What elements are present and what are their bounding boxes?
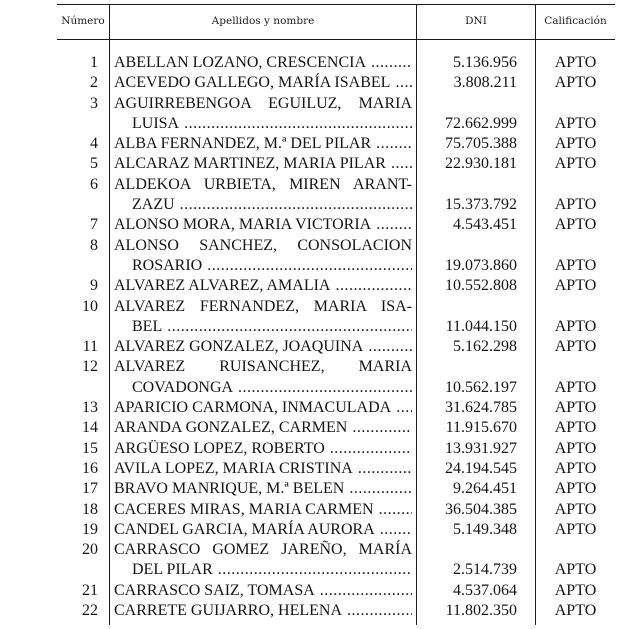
row-name-cell — [109, 398, 416, 418]
row-dni: 36.504.385 — [445, 500, 517, 518]
dot-leader — [352, 418, 412, 438]
table-row — [57, 73, 615, 93]
table-row — [57, 357, 615, 377]
row-number: 21 — [82, 581, 98, 599]
row-name: CARRASCO GOMEZ JAREÑO, MARÍA — [114, 541, 412, 559]
row-name-cell — [109, 418, 416, 438]
row-number — [57, 560, 109, 580]
table-row — [57, 560, 615, 580]
row-name: BEL — [132, 317, 163, 335]
row-number: 2 — [90, 74, 98, 92]
dot-leader — [368, 337, 412, 357]
row-number — [57, 378, 109, 398]
table-row — [57, 439, 615, 459]
dot-leader — [180, 195, 412, 215]
row-name: AGUIRREBENGOA EGUILUZ, MARIA — [114, 94, 412, 112]
table-row — [57, 53, 615, 73]
row-name: ZAZU — [132, 196, 175, 214]
row-name-cell — [109, 114, 416, 134]
dot-leader — [379, 500, 412, 520]
row-calificacion — [536, 94, 615, 114]
row-calificacion: APTO — [554, 378, 597, 396]
row-name: COVADONGA — [132, 378, 234, 396]
header-cal: Calificación — [544, 15, 607, 27]
row-dni: 11.915.670 — [445, 419, 517, 437]
row-name: CARRETE GUIJARRO, HELENA — [114, 602, 342, 620]
row-name-cell — [109, 357, 416, 377]
row-name: ROSARIO — [132, 256, 203, 274]
table-row — [57, 459, 615, 479]
row-calificacion: APTO — [554, 114, 597, 132]
row-name-cell — [109, 378, 416, 398]
row-dni: 72.662.999 — [445, 114, 517, 132]
row-calificacion: APTO — [554, 135, 597, 153]
row-dni — [416, 297, 536, 317]
header-top-rule — [57, 4, 615, 5]
row-calificacion: APTO — [554, 480, 597, 498]
row-name: CARRASCO SAIZ, TOMASA — [114, 581, 315, 599]
row-calificacion — [536, 175, 615, 195]
table-row — [57, 297, 615, 317]
table-row — [57, 154, 615, 174]
row-name-cell — [109, 297, 416, 317]
row-name-cell — [109, 94, 416, 114]
row-name: ALVAREZ RUISANCHEZ, MARIA — [114, 358, 412, 376]
row-number: 6 — [90, 175, 98, 193]
table-row — [57, 134, 615, 154]
dot-leader — [347, 601, 412, 621]
row-name-cell — [109, 601, 416, 621]
row-dni — [416, 236, 536, 256]
table-row — [57, 540, 615, 560]
row-name-cell — [109, 439, 416, 459]
header-bottom-rule — [57, 39, 615, 40]
dot-leader — [207, 256, 412, 276]
row-name: ARGÜESO LOPEZ, ROBERTO — [114, 439, 325, 457]
row-name-cell — [109, 479, 416, 499]
row-name: ALVAREZ GONZALEZ, JOAQUINA — [114, 338, 364, 356]
table-row — [57, 236, 615, 256]
table-row — [57, 215, 615, 235]
table-row — [57, 317, 615, 337]
row-name: CANDEL GARCIA, MARÍA AURORA — [114, 520, 375, 538]
row-number: 20 — [82, 541, 98, 559]
row-dni — [416, 357, 536, 377]
row-name-cell — [109, 337, 416, 357]
row-name-cell — [109, 459, 416, 479]
dot-leader — [358, 459, 412, 479]
row-number: 13 — [82, 399, 98, 417]
table-row — [57, 94, 615, 114]
row-number: 1 — [90, 54, 98, 71]
dot-leader — [218, 560, 412, 580]
row-name: ALONSO SANCHEZ, CONSOLACION — [114, 236, 412, 254]
row-name: BRAVO MANRIQUE, M.ª BELEN — [114, 480, 345, 498]
row-dni: 11.044.150 — [445, 317, 517, 335]
header-num: Número — [61, 15, 105, 27]
row-dni: 31.624.785 — [445, 399, 517, 417]
row-dni — [416, 175, 536, 195]
row-name-cell — [109, 236, 416, 256]
row-number: 19 — [82, 520, 98, 538]
row-calificacion: APTO — [554, 581, 597, 599]
row-calificacion: APTO — [554, 439, 597, 457]
row-name-cell — [109, 276, 416, 296]
header-dni: DNI — [465, 15, 487, 27]
row-number: 8 — [90, 236, 98, 254]
row-dni: 13.931.927 — [445, 439, 517, 457]
row-number: 9 — [90, 277, 98, 295]
table-row — [57, 114, 615, 134]
dot-leader — [380, 520, 412, 540]
table-row — [57, 378, 615, 398]
row-calificacion: APTO — [554, 277, 597, 295]
row-dni: 11.802.350 — [445, 602, 517, 620]
row-name-cell — [109, 134, 416, 154]
table-row — [57, 398, 615, 418]
dot-leader — [238, 378, 412, 398]
table-row — [57, 337, 615, 357]
row-name: ALONSO MORA, MARIA VICTORIA — [114, 216, 372, 234]
row-number: 10 — [82, 297, 98, 315]
dot-leader — [376, 215, 412, 235]
dot-leader — [395, 73, 412, 93]
table-row — [57, 520, 615, 540]
row-name: ACEVEDO GALLEGO, MARÍA ISABEL — [114, 74, 391, 92]
row-dni: 22.930.181 — [445, 155, 517, 173]
row-dni — [416, 540, 536, 560]
row-dni: 75.705.388 — [445, 135, 517, 153]
row-dni: 3.808.211 — [453, 74, 517, 92]
row-calificacion: APTO — [554, 216, 597, 234]
row-name: ALBA FERNANDEZ, M.ª DEL PILAR — [114, 135, 372, 153]
results-table — [57, 53, 615, 621]
row-dni: 10.552.808 — [445, 277, 517, 295]
dot-leader — [184, 114, 412, 134]
row-name-cell — [109, 581, 416, 601]
row-number: 15 — [82, 439, 98, 457]
table-row — [57, 175, 615, 195]
row-name-cell — [109, 317, 416, 337]
row-calificacion: APTO — [554, 399, 597, 417]
row-calificacion — [536, 540, 615, 560]
row-name: CACERES MIRAS, MARIA CARMEN — [114, 500, 374, 518]
row-calificacion: APTO — [554, 74, 597, 92]
row-dni — [416, 94, 536, 114]
dot-leader — [349, 479, 412, 499]
row-dni: 19.073.860 — [445, 256, 517, 274]
row-name-cell — [109, 520, 416, 540]
row-number — [57, 256, 109, 276]
row-dni: 5.136.956 — [453, 54, 517, 71]
row-number: 5 — [90, 155, 98, 173]
table-row — [57, 500, 615, 520]
table-row — [57, 276, 615, 296]
row-name: ABELLAN LOZANO, CRESCENCIA — [114, 54, 366, 71]
dot-leader — [167, 317, 412, 337]
row-number: 18 — [82, 500, 98, 518]
row-name: LUISA — [132, 114, 180, 132]
dot-leader — [391, 154, 412, 174]
dot-leader — [396, 398, 412, 418]
row-calificacion: APTO — [554, 602, 597, 620]
row-name-cell — [109, 154, 416, 174]
row-number: 14 — [82, 419, 98, 437]
row-dni: 10.562.197 — [445, 378, 517, 396]
row-calificacion: APTO — [554, 256, 597, 274]
row-number: 22 — [82, 602, 98, 620]
dot-leader — [371, 53, 412, 73]
row-dni: 5.162.298 — [453, 338, 517, 356]
dot-leader — [320, 581, 412, 601]
row-number: 4 — [90, 135, 98, 153]
dot-leader — [335, 276, 412, 296]
row-dni: 4.543.451 — [453, 216, 517, 234]
row-calificacion: APTO — [554, 317, 597, 335]
row-name-cell — [109, 53, 416, 73]
table-row — [57, 195, 615, 215]
row-name: ALDEKOA URBIETA, MIREN ARANT- — [114, 175, 412, 193]
row-name: ALCARAZ MARTINEZ, MARIA PILAR — [114, 155, 386, 173]
row-calificacion: APTO — [554, 54, 597, 71]
row-number — [57, 317, 109, 337]
row-number — [57, 114, 109, 134]
row-name-cell — [109, 175, 416, 195]
row-calificacion: APTO — [554, 196, 597, 214]
row-name: AVILA LOPEZ, MARIA CRISTINA — [114, 459, 353, 477]
row-dni: 5.149.348 — [453, 520, 517, 538]
dot-leader — [376, 134, 412, 154]
row-name: ALVAREZ ALVAREZ, AMALIA — [114, 277, 331, 295]
row-calificacion — [536, 297, 615, 317]
row-name-cell — [109, 195, 416, 215]
row-name: ALVAREZ FERNANDEZ, MARIA ISA- — [114, 297, 412, 315]
row-number: 17 — [82, 480, 98, 498]
row-name-cell — [109, 560, 416, 580]
row-name-cell — [109, 215, 416, 235]
row-dni: 15.373.792 — [445, 196, 517, 214]
row-name: ARANDA GONZALEZ, CARMEN — [114, 419, 348, 437]
row-calificacion — [536, 236, 615, 256]
table-row — [57, 418, 615, 438]
row-number: 3 — [90, 94, 98, 112]
row-calificacion: APTO — [554, 338, 597, 356]
row-dni: 9.264.451 — [453, 480, 517, 498]
row-calificacion: APTO — [554, 500, 597, 518]
table-row — [57, 479, 615, 499]
row-number: 11 — [82, 338, 98, 356]
row-dni: 4.537.064 — [453, 581, 517, 599]
row-calificacion: APTO — [554, 520, 597, 538]
table-row — [57, 581, 615, 601]
row-calificacion — [536, 357, 615, 377]
row-name-cell — [109, 500, 416, 520]
row-number: 7 — [90, 216, 98, 234]
header-name: Apellidos y nombre — [211, 15, 315, 27]
row-number — [57, 195, 109, 215]
row-calificacion: APTO — [554, 561, 597, 579]
row-name-cell — [109, 73, 416, 93]
row-calificacion: APTO — [554, 419, 597, 437]
row-calificacion: APTO — [554, 155, 597, 173]
row-name-cell — [109, 256, 416, 276]
table-row — [57, 601, 615, 621]
row-dni: 2.514.739 — [453, 561, 517, 579]
table-row — [57, 256, 615, 276]
row-calificacion: APTO — [554, 459, 597, 477]
row-dni: 24.194.545 — [445, 459, 517, 477]
dot-leader — [330, 439, 412, 459]
row-name: APARICIO CARMONA, INMACULADA — [114, 399, 392, 417]
row-name: DEL PILAR — [132, 561, 213, 579]
row-number: 16 — [82, 459, 98, 477]
row-number: 12 — [82, 358, 98, 376]
row-name-cell — [109, 540, 416, 560]
